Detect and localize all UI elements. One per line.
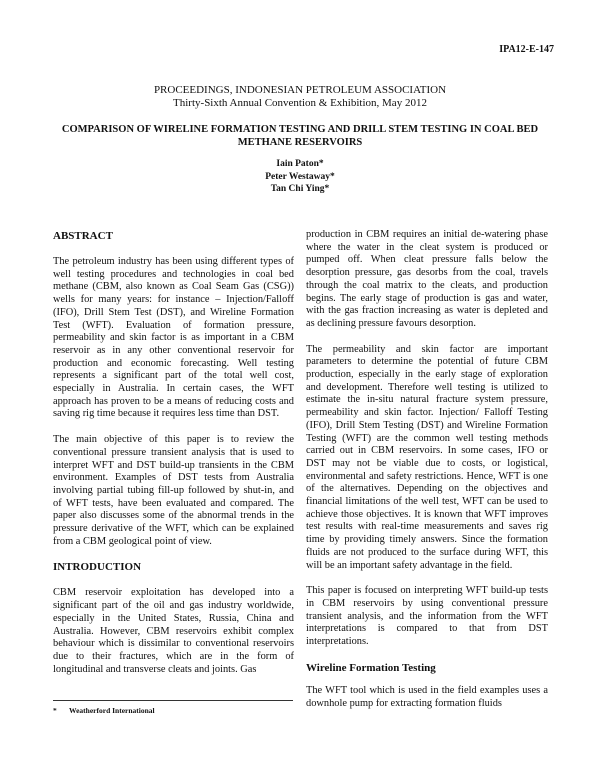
author: Tan Chi Ying* <box>270 184 330 194</box>
organization-line: PROCEEDINGS, INDONESIAN PETROLEUM ASSOCIATION <box>153 84 447 96</box>
footnote-mark: * <box>53 706 57 715</box>
wft-section-heading: Wireline Formation Testing <box>306 661 436 674</box>
author: Peter Westaway* <box>265 171 335 182</box>
introduction-heading: INTRODUCTION <box>53 561 142 574</box>
introduction-paragraph: CBM reservoir exploitation has developed into a significant part of the oil and gas industry worldwide, especially in the United States, Russia, China and Australia. However, CBM reservoirs exhibit complex behaviour which is dissimilar to conventional reservoirs due to their fractures, which are in the form of longitudinal and transverse cleats and joints. Gas <box>53 587 294 675</box>
abstract-paragraph: The main objective of this paper is to review the conventional pressure transient analysis that is used to interpret WFT and DST build-up transients in the CBM environment. Examples of DST tests from Australia involving partial tubing fill-up followed by shut-in, and of WFT tests, have been evaluated and compared. The paper also discusses some of the abnormal trends in the pressure derivative of the WFT, which can be explained from a CBM geological point of view. <box>53 434 294 547</box>
abstract-heading: ABSTRACT <box>53 230 113 242</box>
paper-title: COMPARISON OF WIRELINE FORMATION TESTING AND DRILL STEM TESTING IN COAL BED METHANE RESERVOIRS <box>61 124 539 148</box>
author: Iain Paton* <box>276 159 324 169</box>
proceedings-header <box>0 84 600 110</box>
body-paragraph: The permeability and skin factor are important parameters to determine the potential of future CBM production, especially in the early stage of exploration and development. Therefore well testing is utilized to estimate the in-situ natural fracture system pressure, permeability and skin factor. Injection/ Falloff Testing (IFO), Drill Stem Testing (DST) and Wireline Formation Testing (WFT) are the common well testing methods carried out in CBM reservoirs. In some cases, IFO or DST may not be viable due to costs, or logistical, environmental and safety restrictions. Hence, WFT is one of the alternatives. Depending on the objectives and financial limitations of the well test, WFT can be used to achieve those objectives. It is known that WFT improves test results with real-time measurements and saves rig time by providing timely answers. Since the formation fluids are not produced to the surface during WFT, this will be an important safety advantage in the field. <box>306 343 548 571</box>
footnote <box>53 706 155 715</box>
body-paragraph: This paper is focused on interpreting WFT build-up tests in CBM reservoirs by using conventional pressure transient analysis, and the information from the WFT interpretations is compared to that from DST interpretations. <box>306 585 548 648</box>
body-paragraph: production in CBM requires an initial de-watering phase where the water in the cleat system is produced or pumped off. When cleat pressure falls below the desorption pressure, gas desorbs from the coal, travels through the coal matrix to the cleats, and production begins. The early stage of production is gas and water, with the gas fraction increasing as water is depleted and as declining pressure favours desorption. <box>306 229 548 329</box>
footnote-text: Weatherford International <box>69 706 155 715</box>
paper-id: IPA12-E-147 <box>499 44 554 55</box>
event-line: Thirty-Sixth Annual Convention & Exhibition, May 2012 <box>173 97 427 109</box>
body-paragraph: The WFT tool which is used in the field examples uses a downhole pump for extracting formation fluids <box>306 684 548 709</box>
left-column <box>53 227 294 689</box>
author-list <box>0 158 600 196</box>
right-column <box>306 229 548 723</box>
footnote-divider <box>53 700 293 701</box>
abstract-paragraph: The petroleum industry has been using different types of well testing procedures and technologies in coal bed methane (CBM, also known as Coal Seam Gas (CSG)) wells for many years: for instance – Injection/Falloff (IFO), Drill Stem Test (DST), and Wireline Formation Test (WFT). Evaluation of formation pressure, permeability and skin factor is as important in a CBM reservoir as in any other conventional reservoir for production and economic forecasting. Well testing represents a significant part of the total well cost, especially in Australia. In certain cases, the WFT approach has proven to be a means of reducing costs and saving rig time because it requires less time than DST. <box>53 256 294 420</box>
